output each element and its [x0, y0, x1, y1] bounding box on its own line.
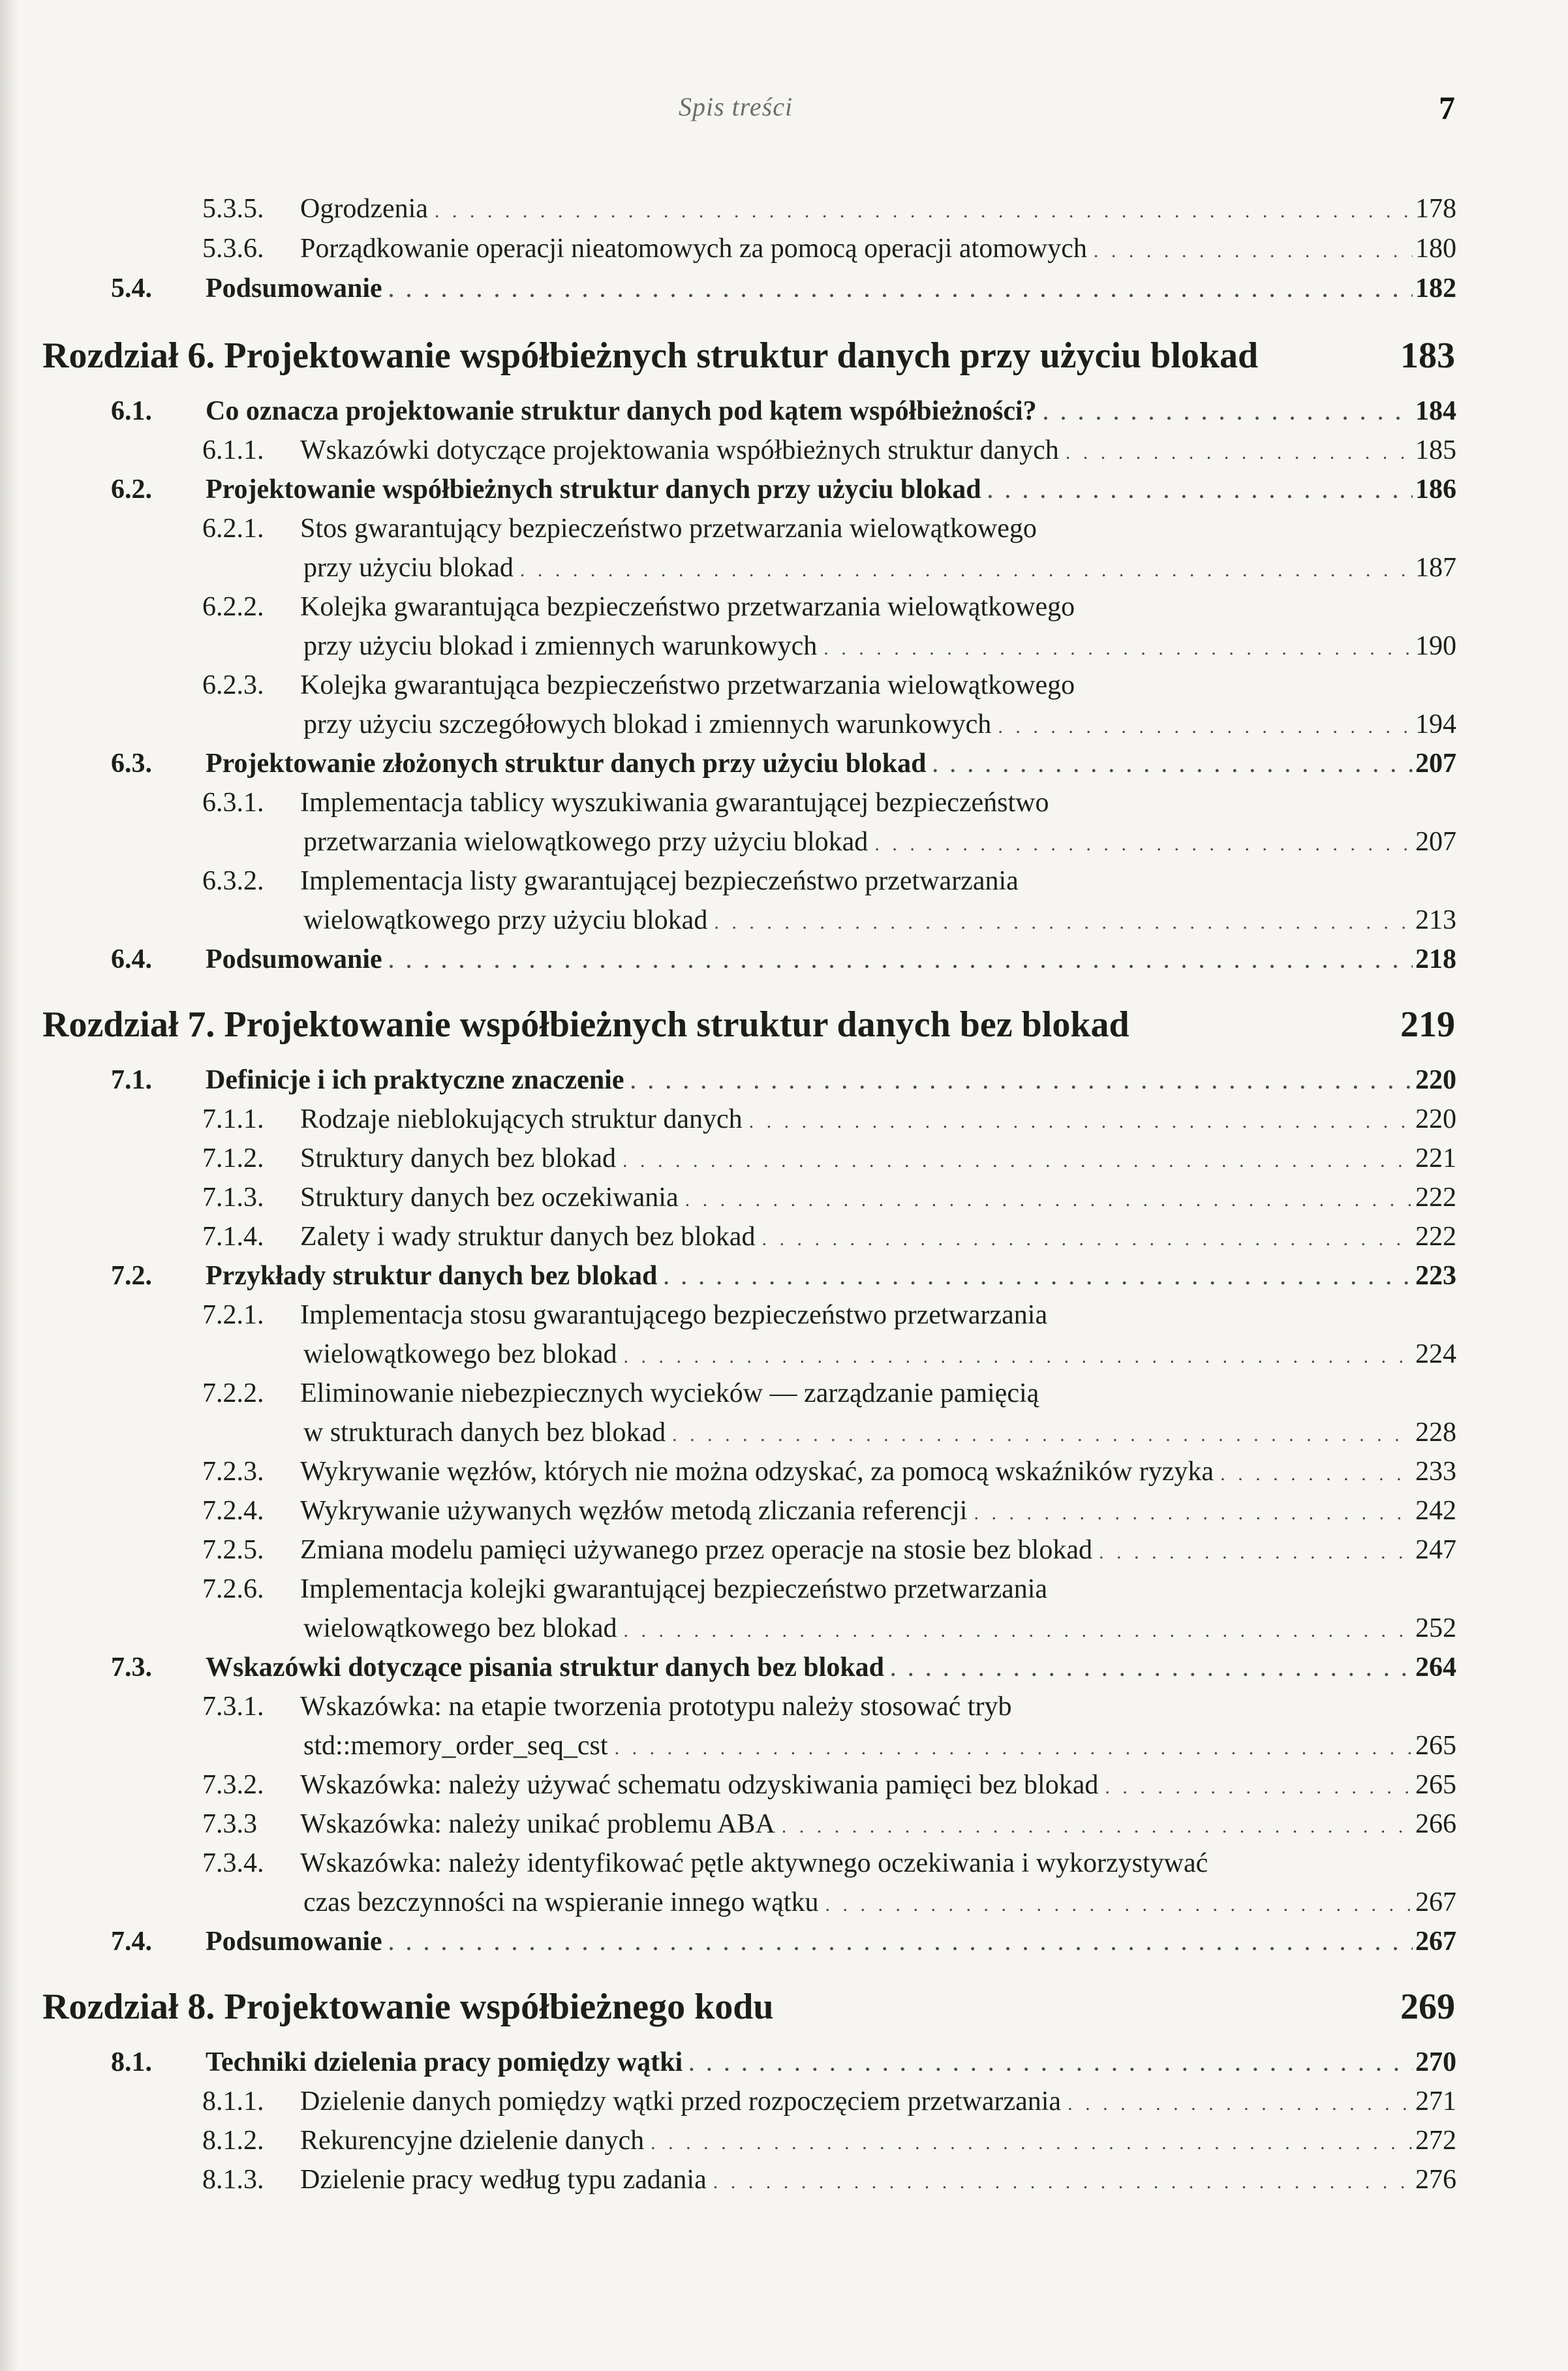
toc-section[interactable]	[0, 1922, 1456, 1961]
entry-page: 178	[1415, 194, 1456, 224]
entry-title: Rekurencyjne dzielenie danych	[300, 2126, 645, 2156]
entry-number: 8.1.1.	[202, 2086, 264, 2116]
entry-number: 5.3.5.	[202, 194, 264, 224]
entry-number: 6.2.	[111, 474, 152, 504]
toc-entry[interactable]	[0, 1217, 1456, 1256]
entry-number: 7.4.	[111, 1927, 152, 1957]
dot-leader	[651, 2124, 1413, 2163]
entry-number: 7.2.2.	[202, 1378, 264, 1408]
toc-section[interactable]	[0, 1061, 1456, 1100]
entry-number: 6.1.	[111, 396, 152, 426]
dot-leader	[615, 1729, 1413, 1768]
entry-page: 222	[1415, 1222, 1456, 1252]
entry-page: 184	[1415, 396, 1456, 426]
dot-leader	[933, 747, 1413, 786]
entry-title: Wskazówka: należy unikać problemu ABA	[300, 1809, 775, 1839]
entry-number: 7.2.4.	[202, 1496, 264, 1526]
entry-number: 7.1.	[111, 1065, 152, 1095]
entry-number: 8.1.	[111, 2047, 152, 2077]
toc-entry[interactable]	[0, 431, 1456, 470]
toc-entry-line1[interactable]	[0, 1570, 1456, 1609]
dot-leader	[1066, 433, 1413, 473]
entry-title: Ogrodzenia	[300, 194, 428, 224]
toc-entry-line1[interactable]	[0, 666, 1456, 705]
entry-title: Zalety i wady struktur danych bez blokad	[300, 1222, 756, 1252]
toc-entry[interactable]	[0, 1530, 1456, 1570]
entry-page: 233	[1415, 1457, 1456, 1487]
entry-page: 264	[1415, 1652, 1456, 1682]
dot-leader	[988, 473, 1413, 512]
toc-entry-line1[interactable]	[0, 783, 1456, 822]
dot-leader	[825, 1885, 1413, 1925]
toc-entry[interactable]	[0, 1452, 1456, 1491]
toc-entry[interactable]	[0, 2121, 1456, 2160]
toc-entry[interactable]	[0, 1765, 1456, 1805]
running-head: Spis treści	[679, 92, 793, 121]
toc-entry-line1[interactable]	[0, 509, 1456, 548]
entry-title: Struktury danych bez oczekiwania	[300, 1183, 679, 1213]
entry-number: 6.2.2.	[202, 592, 264, 622]
entry-title: Podsumowanie	[206, 944, 382, 974]
toc-entry-line1[interactable]	[0, 587, 1456, 627]
toc-section[interactable]	[0, 269, 1456, 308]
entry-number: 6.3.1.	[202, 788, 264, 818]
toc-entry[interactable]	[0, 1805, 1456, 1844]
toc-entry-line1[interactable]	[0, 861, 1456, 901]
entry-number: 6.1.1.	[202, 435, 264, 465]
entry-title: Projektowanie złożonych struktur danych przy użyciu blokad	[206, 749, 927, 779]
toc-entry-line2[interactable]	[303, 1883, 1456, 1922]
entry-title: Wykrywanie węzłów, których nie można odzyskać, za pomocą wskaźników ryzyka	[300, 1457, 1214, 1487]
entry-page: 267	[1415, 1887, 1456, 1917]
entry-title: Podsumowanie	[206, 273, 382, 303]
entry-number: 7.3.3	[202, 1809, 257, 1839]
entry-title-line1: Stos gwarantujący bezpieczeństwo przetwarzania wielowątkowego	[300, 514, 1037, 544]
entry-number: 8.1.2.	[202, 2126, 264, 2156]
entry-page: 186	[1415, 474, 1456, 504]
chapter-title: Rozdział 7. Projektowanie współbieżnych struktur danych bez blokad	[42, 1004, 1130, 1045]
chapter-title: Rozdział 8. Projektowanie współbieżnego kodu	[42, 1987, 774, 2027]
toc-section[interactable]	[0, 1648, 1456, 1687]
entry-page: 221	[1415, 1143, 1456, 1173]
entry-page: 213	[1415, 905, 1456, 935]
entry-page: 220	[1415, 1104, 1456, 1134]
entry-title-line1: Implementacja stosu gwarantującego bezpieczeństwo przetwarzania	[300, 1300, 1048, 1330]
toc-entry-line2[interactable]	[303, 822, 1456, 861]
toc-entry-line2[interactable]	[303, 1335, 1456, 1374]
entry-number: 7.3.4.	[202, 1848, 264, 1878]
toc-entry-line2[interactable]	[303, 705, 1456, 744]
dot-leader	[713, 2163, 1413, 2202]
chapter-6-heading[interactable]	[42, 330, 1455, 382]
chapter-page: 183	[1400, 335, 1455, 376]
entry-page: 265	[1415, 1731, 1456, 1761]
dot-leader	[782, 1807, 1413, 1846]
entry-title-line2: przy użyciu szczegółowych blokad i zmiennych warunkowych	[303, 709, 992, 739]
toc-section[interactable]	[0, 744, 1456, 783]
entry-page: 276	[1415, 2165, 1456, 2195]
dot-leader	[435, 192, 1413, 231]
entry-number: 7.2.6.	[202, 1574, 264, 1604]
dot-leader	[1094, 232, 1413, 271]
dot-leader	[891, 1650, 1413, 1690]
entry-title-line2: wielowątkowego bez blokad	[303, 1613, 617, 1643]
dot-leader	[389, 942, 1413, 982]
entry-page: 185	[1415, 435, 1456, 465]
entry-title: Co oznacza projektowanie struktur danych pod kątem współbieżności?	[206, 396, 1037, 426]
entry-number: 7.1.2.	[202, 1143, 264, 1173]
entry-title: Struktury danych bez blokad	[300, 1143, 617, 1173]
entry-number: 7.3.1.	[202, 1692, 264, 1722]
entry-number: 6.3.	[111, 749, 152, 779]
entry-page: 222	[1415, 1183, 1456, 1213]
entry-title: Podsumowanie	[206, 1927, 382, 1957]
toc-entry-line2[interactable]	[303, 548, 1456, 587]
toc-entry-line1[interactable]	[0, 1295, 1456, 1335]
entry-number: 5.3.6.	[202, 234, 264, 264]
entry-title: Wskazówki dotyczące pisania struktur danych bez blokad	[206, 1652, 885, 1682]
entry-title: Projektowanie współbieżnych struktur danych przy użyciu blokad	[206, 474, 981, 504]
entry-page: 182	[1415, 273, 1456, 303]
dot-leader	[1220, 1455, 1413, 1494]
entry-title-line1: Kolejka gwarantująca bezpieczeństwo przetwarzania wielowątkowego	[300, 670, 1075, 700]
dot-leader	[761, 1220, 1413, 1259]
entry-page: 267	[1415, 1927, 1456, 1957]
dot-leader	[630, 1063, 1413, 1102]
entry-number: 8.1.3.	[202, 2165, 264, 2195]
entry-page: 270	[1415, 2047, 1456, 2077]
entry-title: Dzielenie pracy według typu zadania	[300, 2165, 707, 2195]
entry-number: 7.2.	[111, 1261, 152, 1291]
toc-entry[interactable]	[0, 2082, 1456, 2121]
dot-leader	[389, 1925, 1413, 1964]
entry-page: 207	[1415, 827, 1456, 857]
toc-entry-line2[interactable]	[303, 627, 1456, 666]
entry-number: 5.4.	[111, 273, 152, 303]
entry-title: Rodzaje nieblokujących struktur danych	[300, 1104, 743, 1134]
entry-title: Dzielenie danych pomiędzy wątki przed rozpoczęciem przetwarzania	[300, 2086, 1062, 2116]
toc-section[interactable]	[0, 392, 1456, 431]
entry-number: 6.2.3.	[202, 670, 264, 700]
toc-entry-line2[interactable]	[303, 1413, 1456, 1452]
dot-leader	[1099, 1533, 1413, 1572]
entry-page: 194	[1415, 709, 1456, 739]
toc-section[interactable]	[0, 940, 1456, 979]
entry-number: 6.4.	[111, 944, 152, 974]
entry-number: 7.1.3.	[202, 1183, 264, 1213]
toc-entry[interactable]	[0, 1100, 1456, 1139]
entry-title-line1: Implementacja tablicy wyszukiwania gwarantującej bezpieczeństwo	[300, 788, 1049, 818]
dot-leader	[624, 1337, 1413, 1376]
dot-leader	[672, 1416, 1413, 1455]
chapter-8-heading[interactable]	[42, 1981, 1455, 2033]
dot-leader	[685, 1181, 1413, 1220]
dot-leader	[998, 707, 1413, 747]
entry-page: 228	[1415, 1418, 1456, 1448]
entry-title-line1: Eliminowanie niebezpiecznych wycieków — zarządzanie pamięcią	[300, 1378, 1039, 1408]
toc-entry[interactable]	[0, 1178, 1456, 1217]
entry-title: Techniki dzielenia pracy pomiędzy wątki	[206, 2047, 683, 2077]
entry-number: 7.2.1.	[202, 1300, 264, 1330]
dot-leader	[624, 1611, 1413, 1650]
dot-leader	[874, 825, 1413, 864]
entry-title-line2: przetwarzania wielowątkowego przy użyciu blokad	[303, 827, 869, 857]
dot-leader	[623, 1141, 1413, 1181]
toc-entry-line2[interactable]	[303, 901, 1456, 940]
entry-page: 180	[1415, 234, 1456, 264]
dot-leader	[1043, 394, 1413, 433]
entry-title: Definicje i ich praktyczne znaczenie	[206, 1065, 624, 1095]
entry-page: 224	[1415, 1339, 1456, 1369]
entry-title-line1: Wskazówka: na etapie tworzenia prototypu należy stosować tryb	[300, 1692, 1012, 1722]
entry-number: 7.1.4.	[202, 1222, 264, 1252]
entry-title-line1: Wskazówka: należy identyfikować pętle aktywnego oczekiwania i wykorzystywać	[300, 1848, 1208, 1878]
entry-number: 7.2.5.	[202, 1535, 264, 1565]
toc-entry[interactable]	[0, 1491, 1456, 1530]
entry-number: 6.3.2.	[202, 866, 264, 896]
chapter-page: 219	[1400, 1004, 1455, 1045]
toc-entry[interactable]	[0, 189, 1456, 228]
entry-number: 7.1.1.	[202, 1104, 264, 1134]
entry-title-line1: Implementacja listy gwarantującej bezpieczeństwo przetwarzania	[300, 866, 1019, 896]
entry-number: 7.3.2.	[202, 1770, 264, 1800]
toc-entry-line2[interactable]	[303, 1609, 1456, 1648]
dot-leader	[1105, 1768, 1413, 1807]
entry-title-line2: czas bezczynności na wspieranie innego wątku	[303, 1887, 819, 1917]
toc-entry[interactable]	[0, 229, 1456, 268]
entry-title-line2: wielowątkowego bez blokad	[303, 1339, 617, 1369]
entry-page: 207	[1415, 749, 1456, 779]
entry-page: 223	[1415, 1261, 1456, 1291]
entry-title: Wskazówki dotyczące projektowania współbieżnych struktur danych	[300, 435, 1059, 465]
toc-entry-line1[interactable]	[0, 1844, 1456, 1883]
entry-title-line2: std::memory_order_seq_cst	[303, 1731, 608, 1761]
toc-section[interactable]	[0, 2043, 1456, 2082]
dot-leader	[389, 271, 1413, 311]
dot-leader	[823, 629, 1413, 668]
dot-leader	[714, 903, 1413, 942]
chapter-page: 269	[1400, 1987, 1455, 2027]
entry-number: 6.2.1.	[202, 514, 264, 544]
entry-number: 7.2.3.	[202, 1457, 264, 1487]
toc-section[interactable]	[0, 470, 1456, 509]
entry-title-line2: w strukturach danych bez blokad	[303, 1418, 666, 1448]
entry-page: 187	[1415, 553, 1456, 583]
chapter-title: Rozdział 6. Projektowanie współbieżnych struktur danych przy użyciu blokad	[42, 335, 1259, 376]
entry-title-line2: przy użyciu blokad i zmiennych warunkowych	[303, 631, 818, 661]
toc-entry[interactable]	[0, 1139, 1456, 1178]
entry-page: 252	[1415, 1613, 1456, 1643]
entry-page: 266	[1415, 1809, 1456, 1839]
dot-leader	[664, 1259, 1413, 1298]
toc-entry-line1[interactable]	[0, 1374, 1456, 1413]
entry-page: 265	[1415, 1770, 1456, 1800]
entry-title-line2: przy użyciu blokad	[303, 553, 514, 583]
chapter-7-heading[interactable]	[42, 999, 1455, 1051]
entry-title-line1: Kolejka gwarantująca bezpieczeństwo przetwarzania wielowątkowego	[300, 592, 1075, 622]
toc-section[interactable]	[0, 1256, 1456, 1295]
entry-page: 272	[1415, 2126, 1456, 2156]
entry-title: Porządkowanie operacji nieatomowych za pomocą operacji atomowych	[300, 234, 1087, 264]
toc-entry-line2[interactable]	[303, 1726, 1456, 1765]
entry-page: 242	[1415, 1496, 1456, 1526]
toc-entry[interactable]	[0, 2160, 1456, 2199]
entry-title: Przykłady struktur danych bez blokad	[206, 1261, 658, 1291]
entry-title-line1: Implementacja kolejki gwarantującej bezpieczeństwo przetwarzania	[300, 1574, 1048, 1604]
entry-page: 190	[1415, 631, 1456, 661]
entry-title: Zmiana modelu pamięci używanego przez operacje na stosie bez blokad	[300, 1535, 1092, 1565]
entry-page: 218	[1415, 944, 1456, 974]
entry-title: Wykrywanie używanych węzłów metodą zliczania referencji	[300, 1496, 968, 1526]
page-number: 7	[1439, 89, 1455, 126]
entry-title: Wskazówka: należy używać schematu odzyskiwania pamięci bez blokad	[300, 1770, 1099, 1800]
dot-leader	[689, 2045, 1413, 2084]
entry-number: 7.3.	[111, 1652, 152, 1682]
entry-page: 247	[1415, 1535, 1456, 1565]
entry-page: 271	[1415, 2086, 1456, 2116]
dot-leader	[1068, 2084, 1413, 2124]
entry-title-line2: wielowątkowego przy użyciu blokad	[303, 905, 708, 935]
dot-leader	[520, 551, 1413, 590]
dot-leader	[749, 1102, 1413, 1141]
toc-entry-line1[interactable]	[0, 1687, 1456, 1726]
entry-page: 220	[1415, 1065, 1456, 1095]
dot-leader	[974, 1494, 1413, 1533]
